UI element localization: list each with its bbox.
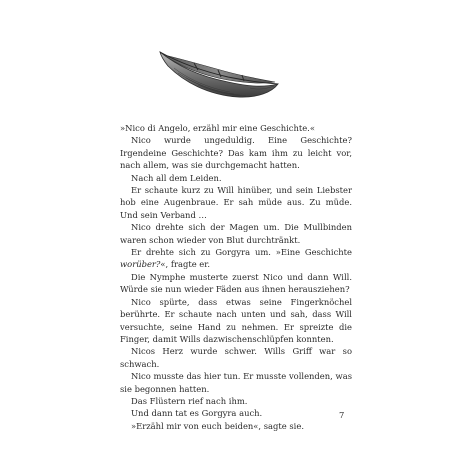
- paragraph: »Nico di Angelo, erzähl mir eine Geschichte.«: [120, 123, 315, 133]
- paragraph: Nico wurde ungeduldig. Eine Geschichte? Irgendeine Geschichte? Das kam ihm zu leicht vor, nach allem, was sie durchgemacht hatten.: [120, 135, 352, 171]
- paragraph: [120, 246, 352, 271]
- paragraph: »Erzähl mir von euch beiden«, sagte sie.: [131, 420, 304, 431]
- emphasized-word: worüber?: [120, 259, 161, 270]
- paragraph: Nico spürte, dass etwas seine Fingerknöchel berührte. Er schaute nach unten und sah, dass Will versuchte, seine Hand zu nehmen. Er spreizte die Finger, damit Wills dazwischenschlüpfen konnten.: [120, 296, 352, 344]
- paragraph: Nico drehte sich der Magen um. Die Mullbinden waren schon wieder von Blut durchtränkt.: [120, 222, 352, 245]
- paragraph: Und dann tat es Gorgyra auch.: [131, 408, 263, 419]
- paragraph-text: Er drehte sich zu Gorgyra um. »Eine Geschichte: [131, 247, 352, 258]
- paragraph: Nico musste das hier tun. Er musste vollenden, was sie begonnen hatten.: [120, 371, 352, 394]
- paragraph: Das Flüstern rief nach ihm.: [131, 395, 248, 406]
- story-text: [120, 122, 352, 432]
- paragraph: Nach all dem Leiden.: [131, 172, 222, 183]
- paragraph: Die Nymphe musterte zuerst Nico und dann Will. Würde sie nun wieder Fäden aus ihnen herausziehen?: [120, 271, 352, 295]
- page-number: 7: [339, 410, 345, 420]
- canoe-illustration: [158, 46, 280, 100]
- paragraph-text: «, fragte er.: [160, 259, 211, 270]
- paragraph: Er schaute kurz zu Will hinüber, und sein Liebster hob eine Augenbraue. Er sah müde aus. Zu müde. Und sein Verband …: [120, 185, 352, 220]
- paragraph: Nicos Herz wurde schwer. Wills Griff war so schwach.: [120, 346, 352, 369]
